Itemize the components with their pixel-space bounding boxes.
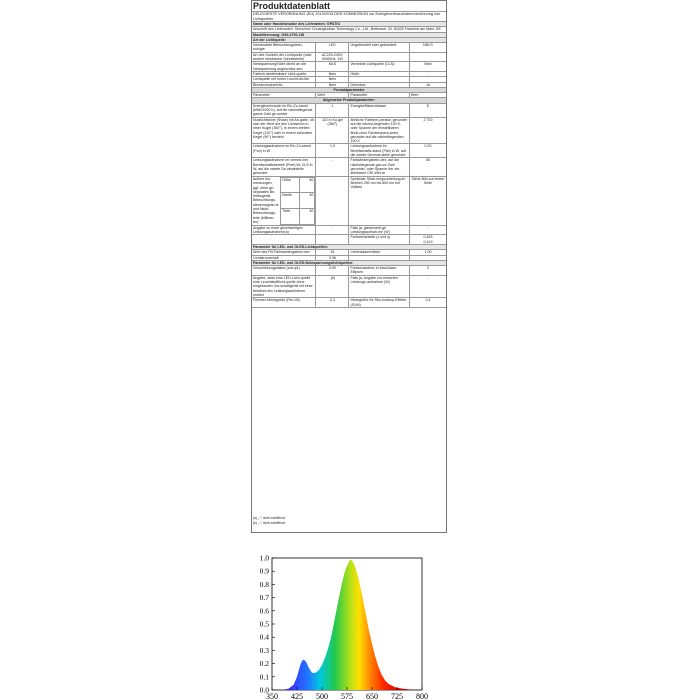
y-tick-label: 0.5 — [259, 619, 269, 629]
led-row-cell: Lebensdauerfaktor — [349, 250, 409, 255]
footnote: (b) „-": nicht zutreffend; — [253, 520, 286, 525]
type-row-cell: AC220-240V, 50/60Hz, 1W — [316, 52, 349, 62]
supplier-address: Anschrift des Lieferanten: Shenzhen Chuangtuolian Technology Co., Ltd., Bettinastr. 30, 60325 Frankfurt am Main, DE — [252, 27, 447, 32]
general-row-cell: 0,463 0,419 — [409, 235, 446, 245]
type-row-cell: - — [409, 71, 446, 76]
mains-row-cell: 0,3 — [316, 298, 349, 308]
footnote: (a) „-": nicht zutreffend; — [253, 516, 286, 520]
general-row-cell: Energieeffizienzklasse — [349, 103, 409, 117]
y-tick-label: 0.4 — [259, 632, 269, 642]
header-cell: Parameter — [349, 93, 409, 98]
led-row-cell: 0,96 — [316, 255, 349, 260]
y-tick-label: 0.1 — [259, 672, 269, 682]
type-row-cell: Dimmbar: — [349, 82, 409, 87]
general-row-cell: E — [409, 103, 446, 117]
type-row-cell: Nein — [409, 62, 446, 72]
dim-value: 40 — [299, 209, 315, 225]
general-row-cell: Leistungsaufnahme im Bereitschafts-stand (Psb) in W, auf die zweite Dezimal-stelle gerundet — [349, 144, 409, 158]
type-row-cell: LED — [316, 43, 349, 53]
y-tick-label: 0.7 — [259, 593, 269, 603]
x-tick-label: 800 — [416, 692, 428, 700]
general-row-cell: Angabe zu einer gleichwertigen Leistungsaufnahme(a) — [252, 225, 316, 235]
type-row-cell: Lichtquelle mit hoher Leucht-dichte: — [252, 77, 316, 82]
general-row-cell: Leistungsaufnahme im Ein-Zu-stand (Pon) in W — [252, 144, 316, 158]
y-tick-label: 1.0 — [259, 553, 269, 563]
header-cell: Parameter — [252, 93, 316, 98]
general-row-cell: 2 700 — [409, 117, 446, 144]
x-tick-label: 650 — [366, 692, 378, 700]
type-row-cell: Art des Sockels der Lichtquelle (oder andere elektrische Schnittstelle) — [252, 52, 316, 62]
spectral-value: Siehe Bild auf letzter Seite — [409, 176, 446, 225]
spectral-label: Spektrale Strah-lungsverteilung im Bereich 250 nm bis 800 nm bei Volllast — [349, 176, 409, 225]
x-tick-label: 500 — [316, 692, 328, 700]
type-row-cell: Nein — [316, 71, 349, 76]
type-row-cell: Blendschutzschild: — [252, 82, 316, 87]
mains-row-cell: -(b) — [316, 275, 349, 297]
sheet-title: Produktdatenblatt — [252, 1, 447, 12]
led-row-cell: 15 — [316, 250, 349, 255]
mains-row-cell: Messgröße für Stro-boskop-Effekte (SVM) — [349, 298, 409, 308]
supplier-name: Name oder Handelsmarke des Lieferanten: GPATIO — [252, 22, 447, 27]
general-row-cell: 110 in Ku-gel (360°) — [316, 117, 349, 144]
type-row-cell: Ungebündelt oder gebündelt: — [349, 43, 409, 53]
mains-row-cell: Verschiebungsfaktor (cos φ1) — [252, 266, 316, 276]
header-cell: Wert — [409, 93, 446, 98]
mains-row-cell: 0,4 — [409, 298, 446, 308]
x-tick-label: 575 — [341, 692, 353, 700]
general-row-cell: 80 — [409, 158, 446, 176]
type-row-cell: Verwendete Beleuchtungstech-nologie: — [252, 43, 316, 53]
y-tick-label: 0.6 — [259, 606, 269, 616]
dim-name: Höhe — [281, 177, 299, 193]
mains-row-cell: Farbkonsistenz in MacAdam-Ellipsen — [349, 266, 409, 276]
led-row-cell: Wert des R9-Farbwiedergabein-dex — [252, 250, 316, 255]
led-params-heading: Parameter für LED- und OLED-Lichtquellen: — [252, 244, 447, 249]
general-row-cell: Farbwiedergabein-dex, auf die nächstliegende gan-ze Zahl gerundet, oder Spanne der ein-stellbaren CRI-Wer-te — [349, 158, 409, 176]
general-row-cell: - — [316, 158, 349, 176]
y-tick-label: 0.8 — [259, 579, 269, 589]
mains-row-cell: 3 — [409, 266, 446, 276]
general-row-cell: Leistungsaufnahme im vernetz-ten Bereitschaftsbetrieb (Pnet) für CLS in W, auf die zweite De-zimalstelle gerundet — [252, 158, 316, 176]
general-row-cell: Falls ja, gleichwerti-ge Leistungsaufnah-me (W) — [349, 225, 409, 235]
general-row-cell: 1 — [316, 103, 349, 117]
type-row-cell: Ja — [409, 82, 446, 87]
y-tick-label: 0.0 — [259, 685, 269, 695]
y-tick-label: 0.2 — [259, 659, 269, 669]
type-row-cell: Nein — [316, 77, 349, 82]
general-row-cell: Farbwertanteile (x und y) — [349, 235, 409, 245]
header-cell: Wert — [316, 93, 349, 98]
dim-value: 40 — [299, 193, 315, 209]
y-tick-label: 0.3 — [259, 645, 269, 655]
footnotes — [253, 516, 285, 525]
dim-name: Tiefe — [281, 209, 299, 225]
general-row-cell: - — [316, 225, 349, 235]
type-row-cell: Vernetzte Lichtquelle (CLS): — [349, 62, 409, 72]
mains-row-cell: 0,90 — [316, 266, 349, 276]
led-row-cell: Lichtstromerhalt — [252, 255, 316, 260]
x-tick-label: 725 — [391, 692, 403, 700]
general-params-heading: Allgemeine Produktparameter: — [252, 98, 447, 103]
model-id: Modellkennung: G40-2700-1W — [252, 32, 447, 37]
general-row-cell: 1,0 — [316, 144, 349, 158]
spectral-distribution-chart — [240, 540, 440, 700]
type-row-cell: Nein — [316, 82, 349, 87]
product-params-heading: Produktparameter — [252, 87, 447, 92]
sheet-border — [251, 0, 447, 533]
type-row-cell: Netzspannung/Nicht direkt an die Netzspannung angeschlos-sen: — [252, 62, 316, 72]
dim-name: Breite — [281, 193, 299, 209]
type-row-cell: NDLS — [409, 43, 446, 53]
type-row-cell: Hülle: — [349, 71, 409, 76]
mains-row-cell: Falls ja, Angabe zur ersetzten Leistungs-aufnahme (W) — [349, 275, 409, 297]
dimensions-label: äußere Ab-messungen, ggf. ohne ge-separates Be-triebsgerät, Beleuchtungs-steuerungstei-le und Nicht-Beleuchtungs-teile (Millime-ter) — [253, 177, 279, 224]
product-data-sheet — [251, 0, 447, 533]
led-row-cell: 1,00 — [409, 250, 446, 255]
mains-row-cell: Flimmer-Messgröße (Pst LM) — [252, 298, 316, 308]
dim-value: 60 — [299, 177, 315, 193]
mains-params-heading: Parameter für LED- und OLED-Netzspannungslichtquellen: — [252, 260, 447, 265]
y-tick-label: 0.9 — [259, 566, 269, 576]
general-row-cell: Energieverbrauch im Ein-Zu-stand (kWh/1000 h), auf die nächstliegende ganze Zahl ge-rundet — [252, 103, 316, 117]
type-row-cell: Farbich abstimmbare Licht-quelle: — [252, 71, 316, 76]
mains-row-cell: - — [409, 275, 446, 297]
mains-row-cell: Angabe, dass eine LED-Licht-quelle eine Leuchtstofflicht-quelle ohne eingebauten Vor-schaltgerät mit einer bestimm-ten Leistungsaufnahme ersetzt — [252, 275, 316, 297]
general-row-cell: ähnliche Farbtem-peratur, gerundet auf die nächst-liegenden 100 K, oder Spanne der einstellbaren ähnli-chen Farbtempera-turen, gerundet auf die nächstliegenden 100 K — [349, 117, 409, 144]
type-row-cell: MLS — [316, 62, 349, 72]
general-row-cell: - — [409, 225, 446, 235]
x-tick-label: 350 — [266, 692, 278, 700]
regulation-intro: DELEGIERTE VERORDNUNG (EU) 2019/2015 DER KOMMISSION zur Energieverbrauchskennzeichnung von Lichtquellen — [252, 12, 447, 22]
light-type-heading: Art der Lichtquelle: — [252, 37, 447, 42]
x-tick-label: 425 — [291, 692, 303, 700]
general-row-cell: Nutzlichtstrom (Φuse) mit An-gabe, ob sich der Wert auf den Lichtstrom in einer Kugel (360°), in einem breiten Kegel (120°) oder in einem schmalen Kegel (90°) bezieht — [252, 117, 316, 144]
general-row-cell: 0,20 — [409, 144, 446, 158]
